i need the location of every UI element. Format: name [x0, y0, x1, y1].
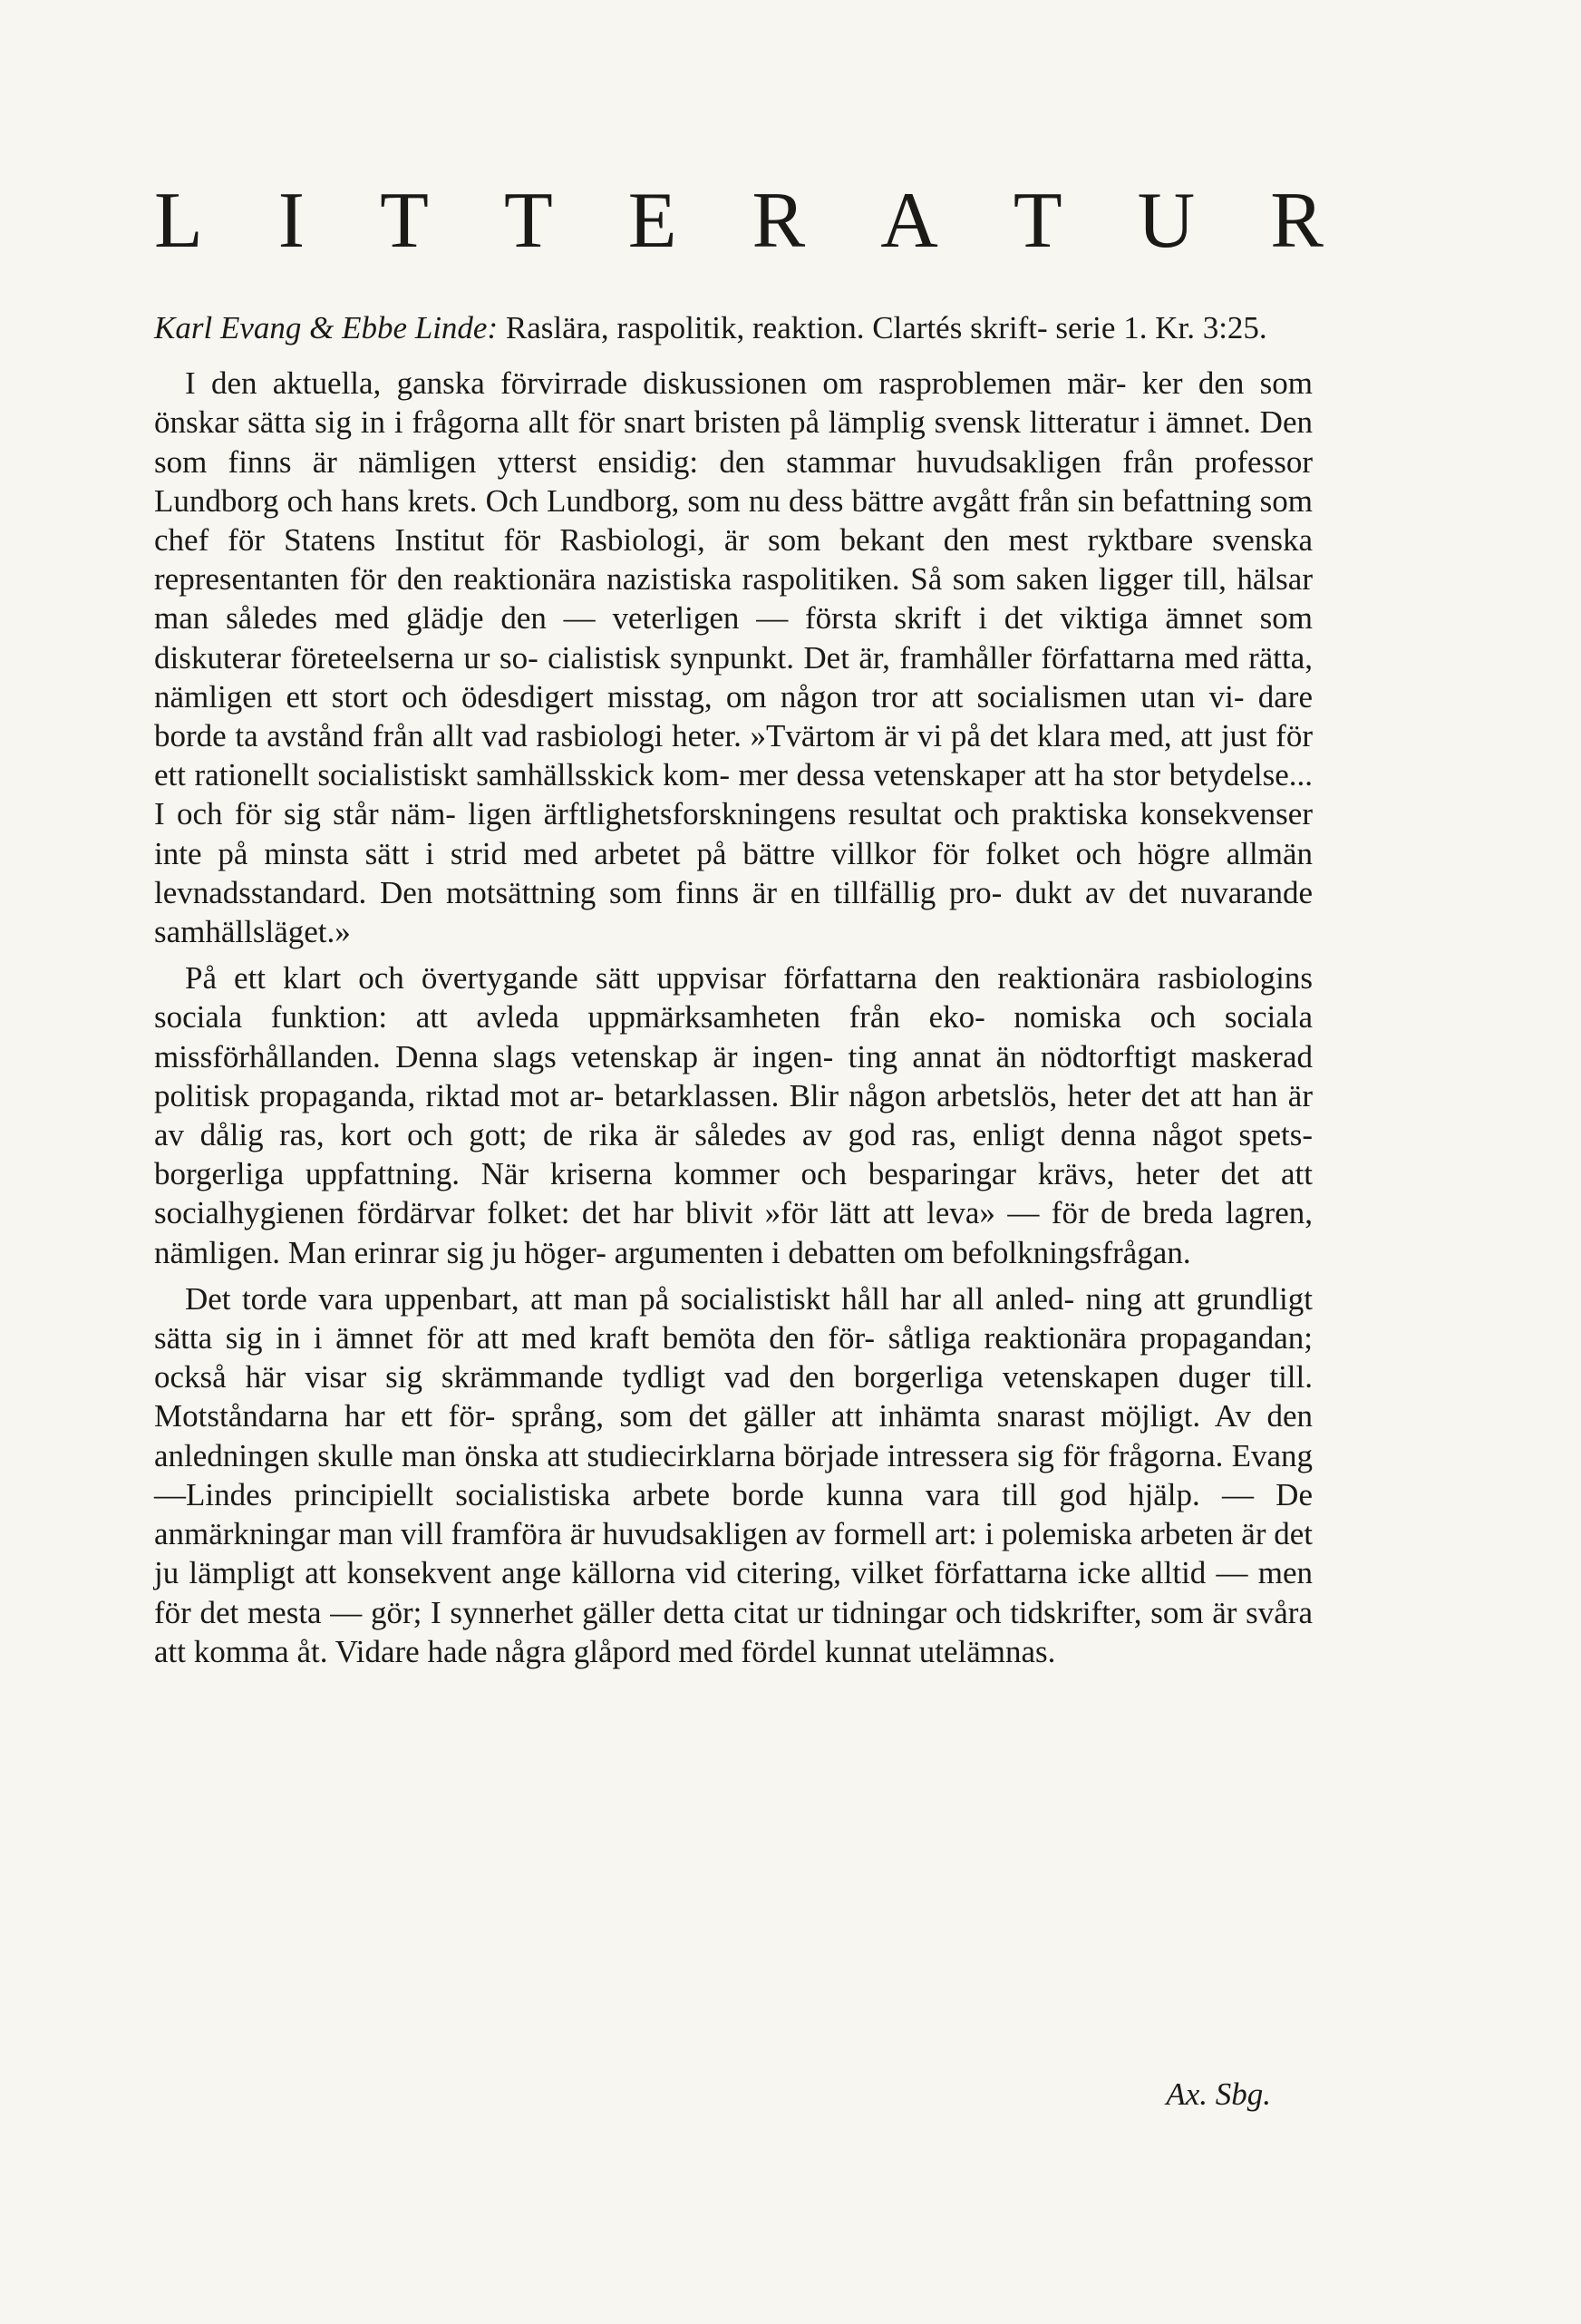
section-heading: [154, 177, 1324, 265]
heading-letter: A: [880, 177, 938, 265]
bibliographic-entry: [154, 308, 1313, 347]
heading-letter: E: [627, 177, 677, 265]
heading-letter: U: [1137, 177, 1196, 265]
heading-letter: R: [1270, 177, 1324, 265]
heading-letter: L: [154, 177, 203, 265]
review-paragraph: Det torde vara uppenbart, att man på socialistiskt håll har all anled- ning att grundligt sätta sig in i ämnet för att med kraft bemöta den för- såtliga reaktionära propagandan; också här visar sig skrämmande tydligt vad den borgerliga vetenskapen duger till. Motståndarna har ett för- språng, som det gäller att inhämta snarast möjligt. Av den anledningen skulle man önska att studiecirklarna började intressera sig för frågorna. Evang—Lindes principiellt socialistiska arbete borde kunna vara till god hjälp. — De anmärkningar man vill framföra är huvudsakligen av formell art: i polemiska arbeten är det ju lämpligt att konsekvent ange källorna vid citering, vilket författarna icke alltid — men för det mesta — gör; I synnerhet gäller detta citat ur tidningar och tidskrifter, som är svåra att komma åt. Vidare hade några glåpord med fördel kunnat utelämnas.: [154, 1280, 1313, 1669]
review-paragraph: På ett klart och övertygande sätt uppvisar författarna den reaktionära rasbiologins sociala funktion: att avleda uppmärksamheten från eko- nomiska och sociala missförhållanden. Denna slags vetenskap är ingen- ting annat än nödtorftigt maskerad politisk propaganda, riktad mot ar- betarklassen. Blir någon arbetslös, heter det att han är av dålig ras, kort och gott; de rika är således av god ras, enligt denna något spets- borgerliga uppfattning. När kriserna kommer och besparingar krävs, heter det att socialhygienen fördärvar folket: det har blivit »för lätt att leva» — för de breda lagren, nämligen. Man erinrar sig ju höger- argumenten i debatten om befolkningsfrågan.: [154, 960, 1313, 1270]
review-title-info: Raslära, raspolitik, reaktion. Clartés skrift- serie 1. Kr. 3:25.: [505, 310, 1267, 345]
heading-letter: T: [1013, 177, 1062, 265]
heading-letter: R: [752, 177, 806, 265]
reviewer-signature: Ax. Sbg.: [1166, 2076, 1271, 2112]
review-paragraph: I den aktuella, ganska förvirrade diskussionen om rasproblemen mär- ker den som önskar sätta sig in i frågorna allt för snart bristen på lämplig svensk litteratur i ämnet. Den som finns är nämligen ytterst ensidig: den stammar huvudsakligen från professor Lundborg och hans krets. Och Lundborg, som nu dess bättre avgått från sin befattning som chef för Statens Institut för Rasbiologi, är som bekant den mest ryktbare svenska representanten för den reaktionära nazistiska raspolitiken. Så som saken ligger till, hälsar man således med glädje den — veterligen — första skrift i det viktiga ämnet som diskuterar företeelserna ur so- cialistisk synpunkt. Det är, framhåller författarna med rätta, nämligen ett stort och ödesdigert misstag, om någon tror att socialismen utan vi- dare borde ta avstånd från allt vad rasbiologi heter. »Tvärtom är vi på det klara med, att just för ett rationellt socialistiskt samhällsskick kom- mer dessa vetenskaper att ha stor betydelse... I och för sig står näm- ligen ärftlighetsforskningens resultat och praktiska konsekvenser inte på minsta sätt i strid med arbetet på bättre villkor för folket och högre allmän levnadsstandard. Den motsättning som finns är en tillfällig pro- dukt av det nuvarande samhällsläget.»: [154, 365, 1313, 950]
book-review: [154, 308, 1313, 1678]
heading-letter: T: [503, 177, 553, 265]
heading-letter: I: [277, 177, 306, 265]
review-authors: Karl Evang & Ebbe Linde:: [154, 310, 499, 345]
heading-letter: T: [380, 177, 429, 265]
